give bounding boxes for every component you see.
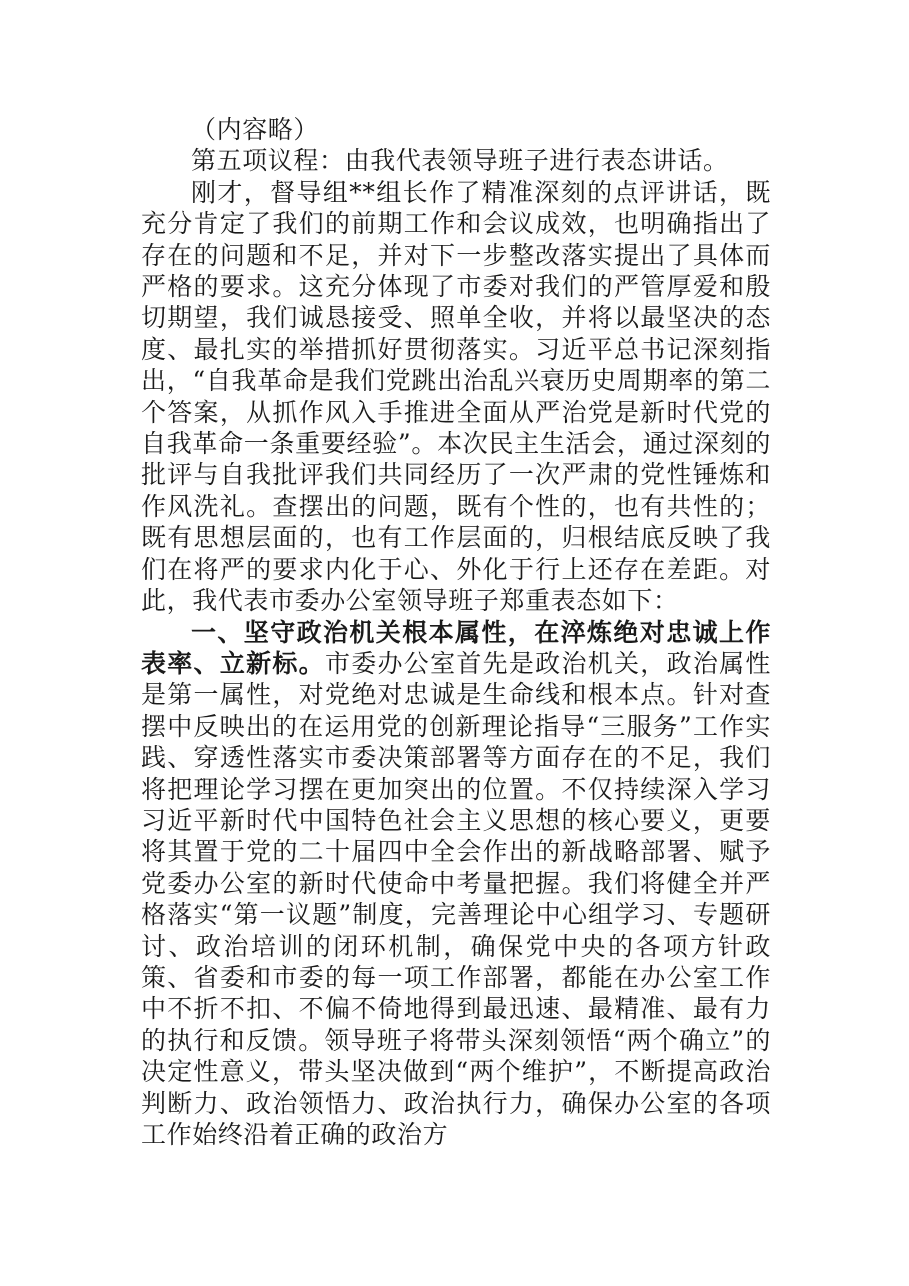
paragraph-agenda-item xyxy=(141,145,771,176)
paragraph-opening-remarks xyxy=(141,177,771,617)
agenda-item-text: 第五项议程：由我代表领导班子进行表态讲话。 xyxy=(191,146,729,176)
omitted-note-text: （内容略） xyxy=(191,115,320,144)
section-one-text: 市委办公室首先是政治机关，政治属性是第一属性，对党绝对忠诚是生命线和根本点。针对查摆中反映出的在运用党的创新理论指导“三服务”工作实践、穿透性落实市委决策部署等方面存在的不足，我们将把理论学习摆在更加突出的位置。不仅持续深入学习习近平新时代中国特色社会主义思想的核心要义，更要将其置于党的二十届四中全会作出的新战略部署、赋予党委办公室的新时代使命中考量把握。我们将健全并严格落实“第一议题”制度，完善理论中心组学习、专题研讨、政治培训的闭环机制，确保党中央的各项方针政策、省委和市委的每一项工作部署，都能在办公室工作中不折不扣、不偏不倚地得到最迅速、最精准、最有力的执行和反馈。领导班子将带头深刻领悟“两个确立”的决定性意义，带头坚决做到“两个维护”，不断提高政治判断力、政治领悟力、政治执行力，确保办公室的各项工作始终沿着正确的政治方 xyxy=(141,648,772,1149)
opening-remarks-text: 刚才，督导组**组长作了精准深刻的点评讲话，既充分肯定了我们的前期工作和会议成效，也明确指出了存在的问题和不足，并对下一步整改落实提出了具体而严格的要求。这充分体现了市委对我们的严管厚爱和殷切期望，我们诚恳接受、照单全收，并将以最坚决的态度、最扎实的举措抓好贯彻落实。习近平总书记深刻指出，“自我革命是我们党跳出治乱兴衰历史周期率的第二个答案，从抓作风入手推进全面从严治党是新时代党的自我革命一条重要经验”。本次民主生活会，通过深刻的批评与自我批评我们共同经历了一次严肃的党性锤炼和作风洗礼。查摆出的问题，既有个性的，也有共性的；既有思想层面的，也有工作层面的，归根结底反映了我们在将严的要求内化于心、外化于行上还存在差距。对此，我代表市委办公室领导班子郑重表态如下： xyxy=(141,177,771,616)
paragraph-omitted-note xyxy=(141,114,771,145)
paragraph-section-one xyxy=(141,617,771,1151)
section-one-heading: 一、坚守政治机关根本属性，在淬炼绝对忠诚上作表率、立新标。 xyxy=(141,617,771,678)
document-body xyxy=(141,114,771,1150)
